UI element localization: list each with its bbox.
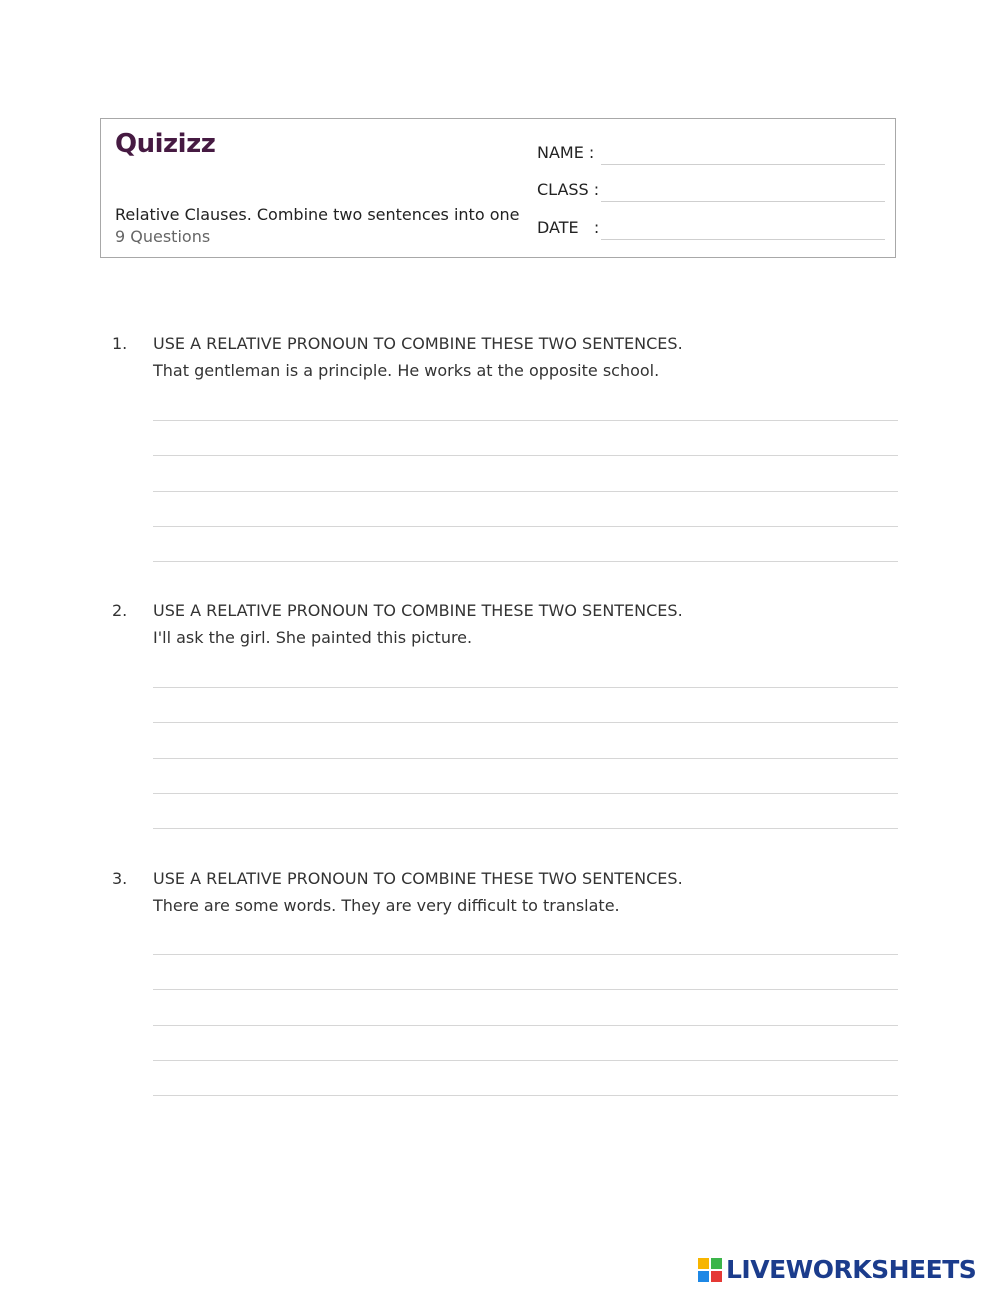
answer-line[interactable] <box>153 1060 898 1061</box>
name-field[interactable] <box>601 164 885 165</box>
answer-line[interactable] <box>153 1025 898 1026</box>
question-prompt: USE A RELATIVE PRONOUN TO COMBINE THESE TWO SENTENCES. <box>153 869 683 888</box>
liveworksheets-brand <box>698 1255 994 1285</box>
date-field[interactable] <box>601 239 885 240</box>
logo-square <box>698 1271 709 1282</box>
logo-square <box>711 1271 722 1282</box>
answer-line[interactable] <box>153 758 898 759</box>
quizizz-logo: Quizizz <box>115 129 216 159</box>
brand-name: LIVEWORKSHEETS <box>726 1255 977 1284</box>
question-text: I'll ask the girl. She painted this picture. <box>153 628 473 647</box>
answer-line[interactable] <box>153 989 898 990</box>
class-label: CLASS : <box>537 180 600 199</box>
name-label: NAME : <box>537 143 595 162</box>
logo-square <box>698 1258 709 1269</box>
answer-line[interactable] <box>153 793 898 794</box>
answer-line[interactable] <box>153 561 898 562</box>
answer-line[interactable] <box>153 455 898 456</box>
question-prompt: USE A RELATIVE PRONOUN TO COMBINE THESE TWO SENTENCES. <box>153 601 683 620</box>
question-text: There are some words. They are very difficult to translate. <box>153 896 620 915</box>
answer-line[interactable] <box>153 828 898 829</box>
class-field[interactable] <box>601 201 885 202</box>
answer-line[interactable] <box>153 954 898 955</box>
worksheet-header <box>100 118 896 258</box>
question-number: 3. <box>112 869 128 888</box>
worksheet-title: Relative Clauses. Combine two sentences into one <box>115 205 520 224</box>
date-label: DATE : <box>537 218 600 237</box>
logo-square <box>711 1258 722 1269</box>
question-count: 9 Questions <box>115 227 211 246</box>
question-prompt: USE A RELATIVE PRONOUN TO COMBINE THESE TWO SENTENCES. <box>153 334 683 353</box>
answer-line[interactable] <box>153 722 898 723</box>
answer-line[interactable] <box>153 526 898 527</box>
answer-line[interactable] <box>153 491 898 492</box>
question-number: 1. <box>112 334 128 353</box>
answer-line[interactable] <box>153 1095 898 1096</box>
answer-line[interactable] <box>153 420 898 421</box>
question-text: That gentleman is a principle. He works at the opposite school. <box>153 361 660 380</box>
answer-line[interactable] <box>153 687 898 688</box>
question-number: 2. <box>112 601 128 620</box>
liveworksheets-logo-icon <box>698 1258 722 1282</box>
